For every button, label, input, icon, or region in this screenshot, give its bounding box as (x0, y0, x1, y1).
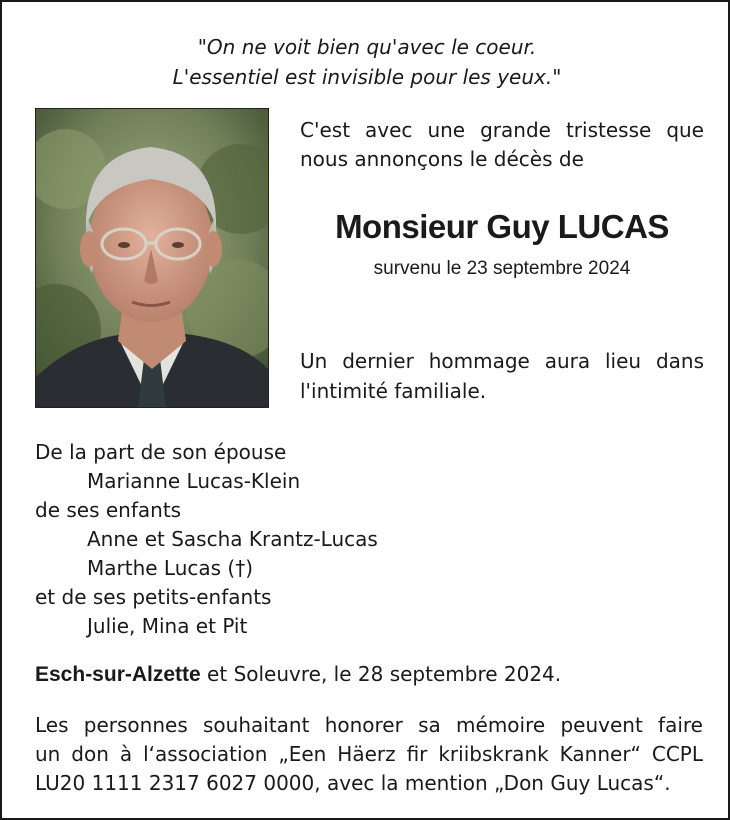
quote-line-2: L'essentiel est invisible pour les yeux." (172, 65, 562, 89)
portrait-photo (35, 108, 269, 408)
intro-line-2: nous annonçons le décès de (300, 147, 584, 171)
children-intro: de ses enfants (35, 498, 182, 522)
announcement-intro (300, 116, 704, 174)
grandchildren-names: Julie, Mina et Pit (87, 614, 248, 638)
child-name: Marthe Lucas (†) (87, 556, 254, 580)
place-city: Esch-sur-Alzette (35, 663, 201, 686)
quote (2, 32, 730, 92)
death-date: survenu le 23 septembre 2024 (373, 258, 631, 279)
hommage-text (300, 346, 704, 406)
family-list (35, 438, 695, 641)
donation-line-3: LU20 1111 2317 6027 0000, avec la mention „Don Guy Lucas“. (35, 771, 671, 795)
donation-line-1: Les personnes souhaitant honorer sa mémoire peuvent faire (35, 713, 703, 737)
place-date (35, 660, 715, 689)
grandchildren-intro: et de ses petits-enfants (35, 585, 272, 609)
donation-text (35, 711, 703, 798)
deceased-name: Monsieur Guy LUCAS (335, 208, 669, 245)
intro-line-1: C'est avec une grande tristesse que (300, 118, 704, 142)
spouse-intro: De la part de son épouse (35, 440, 287, 464)
hommage-line-1: Un dernier hommage aura lieu dans (300, 349, 704, 373)
portrait-illustration (36, 109, 268, 407)
quote-line-1: "On ne voit bien qu'avec le coeur. (197, 35, 537, 59)
place-rest: et Soleuvre, le 28 septembre 2024. (200, 662, 562, 686)
donation-line-2: un don à l‘association „Een Häerz fir kriibskrank Kanner“ CCPL (35, 742, 703, 766)
spouse-name: Marianne Lucas-Klein (87, 469, 301, 493)
hommage-line-2: l'intimité familiale. (300, 379, 487, 403)
child-name: Anne et Sascha Krantz-Lucas (87, 527, 378, 551)
